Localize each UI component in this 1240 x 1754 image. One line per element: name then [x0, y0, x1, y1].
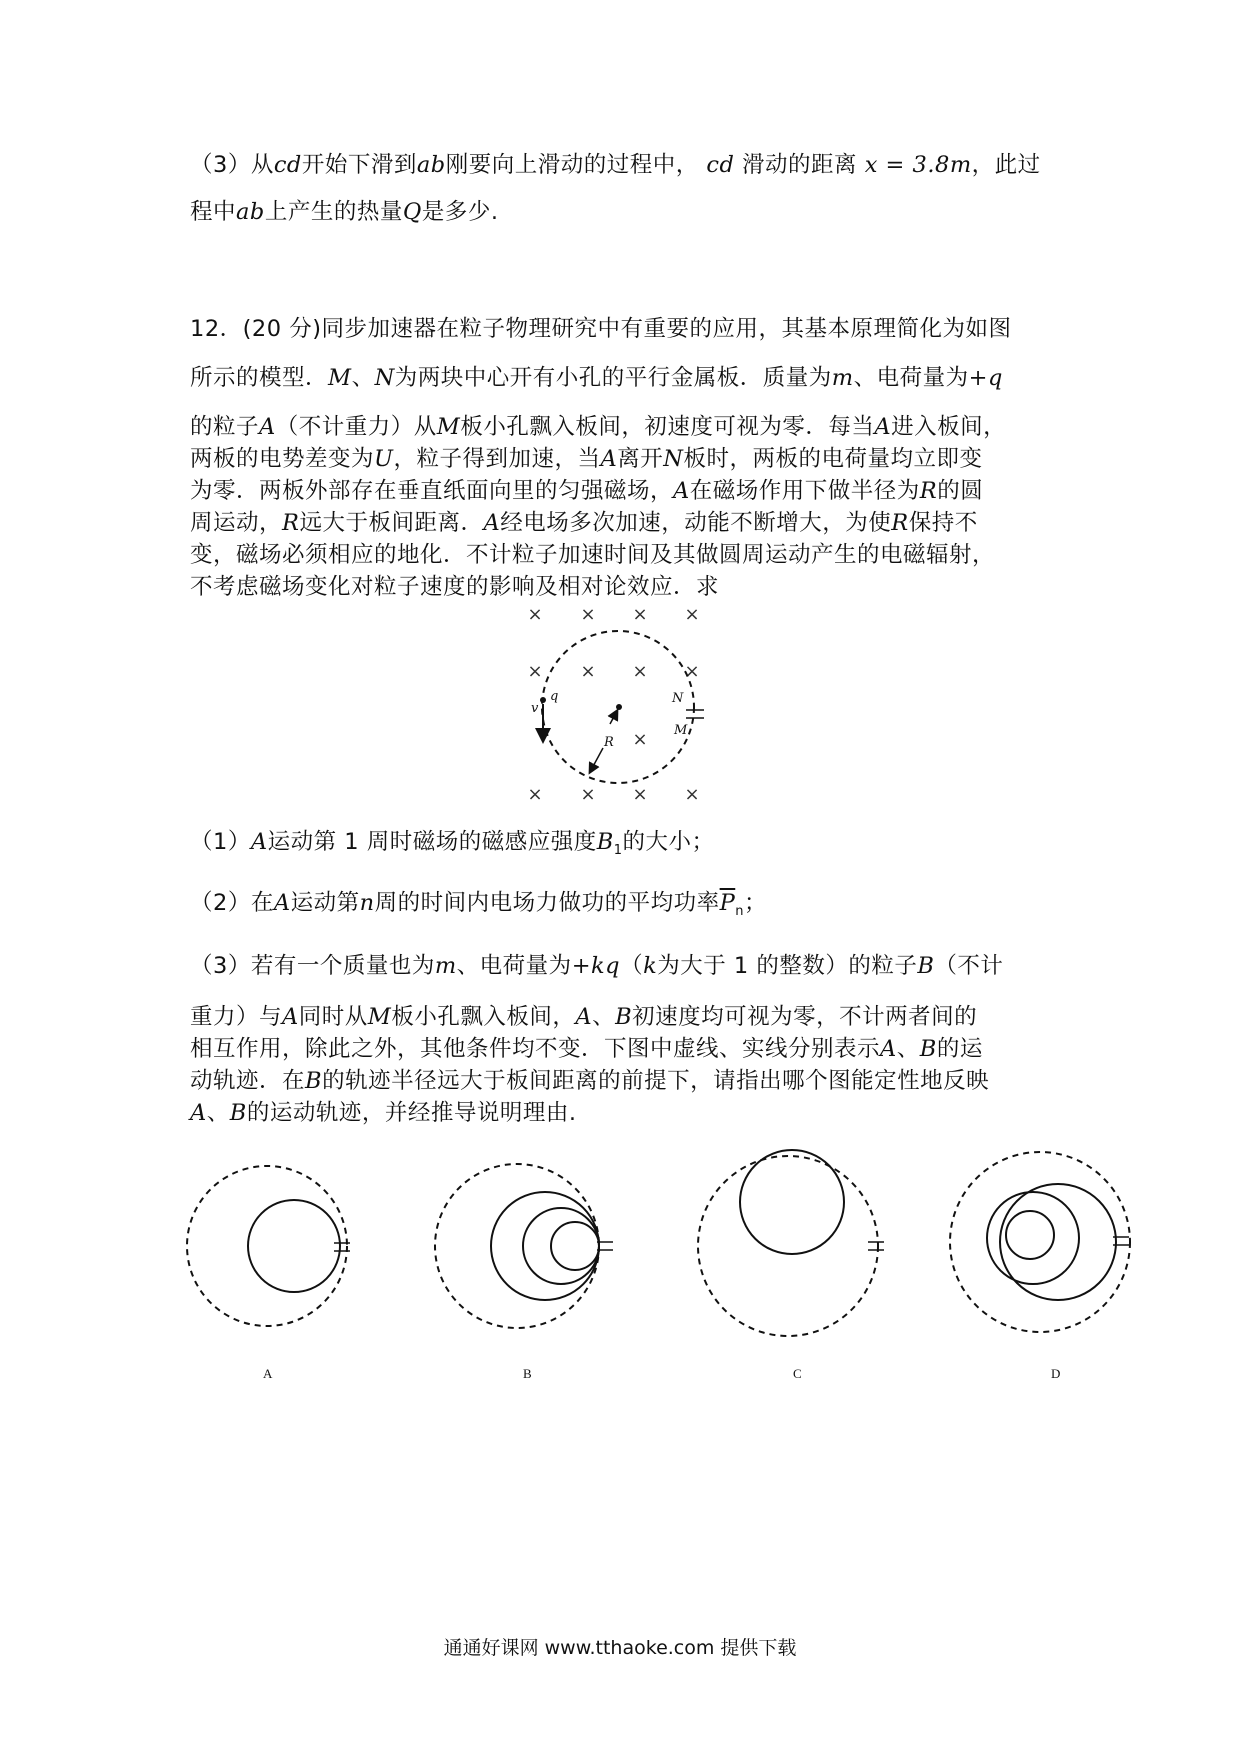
field-cross-mark: × — [632, 604, 648, 625]
plate-m-label: M — [674, 723, 688, 738]
option-a-figure — [180, 1152, 380, 1352]
option-c-label: C — [793, 1366, 802, 1381]
field-cross-mark: × — [527, 661, 543, 682]
q12-sub1: （1）A运动第 1 周时磁场的磁感应强度$B_1$的大小； — [190, 829, 715, 858]
charge-label: q — [550, 689, 559, 704]
field-cross-mark: × — [684, 604, 700, 625]
q12-sub3-line3: 相互作用，除此之外，其他条件均不变．下图中虚线、实线分别表示A、B的运 — [190, 1036, 983, 1062]
q12-sub2: （2）在A运动第n周的时间内电场力做功的平均功率$\overline{P}_n$； — [190, 890, 768, 919]
q12-line4: 两板的电势差变为U，粒子得到加速，当A离开N板时，两板的电荷量均立即变 — [190, 446, 983, 472]
q12-line6: 周运动，R远大于板间距离．A经电场多次加速，动能不断增大，为使R保持不 — [190, 510, 978, 536]
field-cross-mark: × — [580, 661, 596, 682]
field-cross-mark: × — [632, 784, 648, 805]
q12-line3: 的粒子A（不计重力）从M板小孔飘入板间，初速度可视为零．每当A进入板间， — [190, 414, 1007, 440]
radius-arrow-up — [610, 711, 617, 724]
q12-line5: 为零．两板外部存在垂直纸面向里的匀强磁场，A在磁场作用下做半径为R的圆 — [190, 478, 984, 504]
field-cross-mark: × — [632, 729, 648, 750]
option-a-label: A — [263, 1366, 273, 1381]
option-c-figure — [688, 1140, 918, 1350]
radius-arrow-down — [590, 748, 603, 772]
plate-n-label: N — [672, 691, 684, 706]
prev-part3-line1: （3）从cd开始下滑到ab刚要向上滑动的过程中， cd 滑动的距离 x = 3.8m，此过 — [190, 152, 1041, 178]
q12-line2: 所示的模型．M、N为两块中心开有小孔的平行金属板．质量为m、电荷量为+q — [190, 365, 1003, 391]
radius-label: R — [604, 735, 614, 750]
q12-sub3-line2: 重力）与A同时从M板小孔飘入板间，A、B初速度均可视为零，不计两者间的 — [190, 1004, 978, 1030]
center-dot — [616, 704, 622, 710]
field-cross-mark: × — [684, 784, 700, 805]
synchrotron-diagram — [500, 600, 740, 810]
q12-line8: 不考虑磁场变化对粒子速度的影响及相对论效应．求 — [190, 574, 720, 600]
charge-dot — [540, 697, 546, 703]
field-cross-mark: × — [527, 784, 543, 805]
field-cross-mark: × — [527, 604, 543, 625]
field-cross-mark: × — [580, 604, 596, 625]
option-d-label: D — [1051, 1366, 1061, 1381]
field-cross-mark: × — [684, 661, 700, 682]
option-b-label: B — [523, 1366, 532, 1381]
q12-sub3-line5: A、B的运动轨迹，并经推导说明理由. — [190, 1100, 577, 1126]
q12-sub3-line4: 动轨迹．在B的轨迹半径远大于板间距离的前提下，请指出哪个图能定性地反映 — [190, 1068, 990, 1094]
option-d-figure — [935, 1140, 1165, 1350]
q12-sub3-line1: （3）若有一个质量也为m、电荷量为+kq（k为大于 1 的整数）的粒子B（不计 — [190, 953, 1004, 979]
footer-source: 通通好课网 www.tthaoke.com 提供下载 — [443, 1637, 797, 1659]
option-b-figure — [425, 1150, 625, 1350]
velocity-label: v — [531, 701, 539, 716]
prev-part3-line2: 程中ab上产生的热量Q是多少. — [190, 199, 499, 225]
q12-line1: 12．(20 分)同步加速器在粒子物理研究中有重要的应用，其基本原理简化为如图 — [190, 316, 1012, 342]
field-cross-mark: × — [632, 661, 648, 682]
q12-line7: 变，磁场必须相应的地化．不计粒子加速时间及其做圆周运动产生的电磁辐射， — [190, 542, 996, 568]
field-cross-mark: × — [580, 784, 596, 805]
